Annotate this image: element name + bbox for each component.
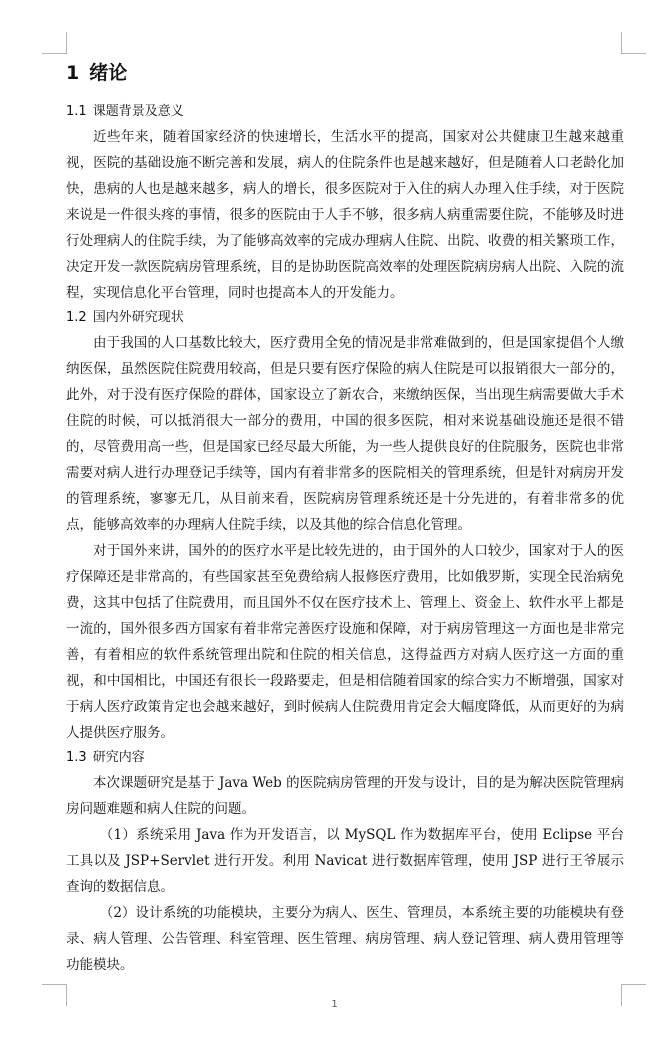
section-title: 研究内容 [92, 750, 145, 765]
paragraph: 本次课题研究是基于 Java Web 的医院病房管理的开发与设计，目的是为解决医院管理病房问题难题和病人住院的问题。 [66, 775, 624, 817]
paragraph: 对于国外来讲，国外的的医疗水平是比较先进的，由于国外的人口较少，国家对于人的医疗保障还是非常高的，有些国家甚至免费给病人报修医疗费用，比如俄罗斯，实现全民治病免费，这其中包括了住院费用，而且国外不仅在医疗技术上、管理上、资金上、软件水平上都是一流的，国外很多西方国家有着非常完善医疗设施和保障，对于病房管理这一方面也是非常完善，有着相应的软件系统管理出院和住院的相关信息，这得益西方对病人医疗这一方面的重视，和中国相比，中国还有很长一段路要走，但是相信随着国家的综合实力不断增强，国家对于病人医疗政策肯定也会越来越好，到时候病人住院费用肯定会大幅度降低，从而更好的为病人提供医疗服务。 [66, 543, 624, 741]
chapter-heading [66, 58, 624, 88]
section-number: 1.2 [66, 310, 87, 325]
section-title: 国内外研究现状 [92, 310, 184, 325]
chapter-number: 1 [66, 62, 80, 84]
paragraph: （2）设计系统的功能模块，主要分为病人、医生、管理员，本系统主要的功能模块有登录、病人管理、公告管理、科室管理、医生管理、病房管理、病人登记管理、病人费用管理等功能模块。 [66, 905, 624, 973]
page-content [66, 58, 624, 978]
paragraph: （1）系统采用 Java 作为开发语言，以 MySQL 作为数据库平台，使用 Eclipse 平台工具以及 JSP+Servlet 进行开发。利用 Navicat 进行数据库管理，使用 JSP 进行王爷展示查询的数据信息。 [66, 827, 624, 895]
page-number: 1 [331, 999, 338, 1010]
section-title: 课题背景及意义 [92, 104, 184, 119]
section-number: 1.1 [66, 104, 87, 119]
section-heading [66, 100, 624, 124]
paragraph: 由于我国的人口基数比较大，医疗费用全免的情况是非常难做到的，但是国家提倡个人缴纳医保，虽然医院住院费用较高，但是只要有医疗保险的病人住院是可以报销很大一部分的，此外，对于没有医疗保险的群体，国家设立了新农合，来缴纳医保，当出现生病需要做大手术住院的时候，可以抵消很大一部分的费用，中国的很多医院，相对来说基础设施还是很不错的，尽管费用高一些，但是国家已经尽最大所能，为一些人提供良好的住院服务，医院也非常需要对病人进行办理登记手续等，国内有着非常多的医院相关的管理系统，但是针对病房开发的管理系统，寥寥无几，从目前来看，医院病房管理系统还是十分先进的，有着非常多的优点，能够高效率的办理病人住院手续，以及其他的综合信息化管理。 [66, 335, 624, 533]
crop-mark-top-left [42, 32, 67, 54]
section-heading [66, 306, 624, 330]
section-number: 1.3 [66, 750, 87, 765]
crop-mark-top-right [621, 32, 646, 54]
section-heading [66, 746, 624, 770]
chapter-title: 绪论 [89, 62, 128, 84]
paragraph: 近些年来，随着国家经济的快速增长，生活水平的提高，国家对公共健康卫生越来越重视，医院的基础设施不断完善和发展，病人的住院条件也是越来越好，但是随着人口老龄化加快，患病的人也是越来越多，病人的增长，很多医院对于入住的病人办理入住手续，对于医院来说是一件很头疼的事情，很多的医院由于人手不够，很多病人病重需要住院，不能够及时进行处理病人的住院手续，为了能够高效率的完成办理病人住院、出院、收费的相关繁琐工作，决定开发一款医院病房管理系统，目的是协助医院高效率的处理医院病房病人出院、入院的流程，实现信息化平台管理，同时也提高本人的开发能力。 [66, 129, 624, 301]
